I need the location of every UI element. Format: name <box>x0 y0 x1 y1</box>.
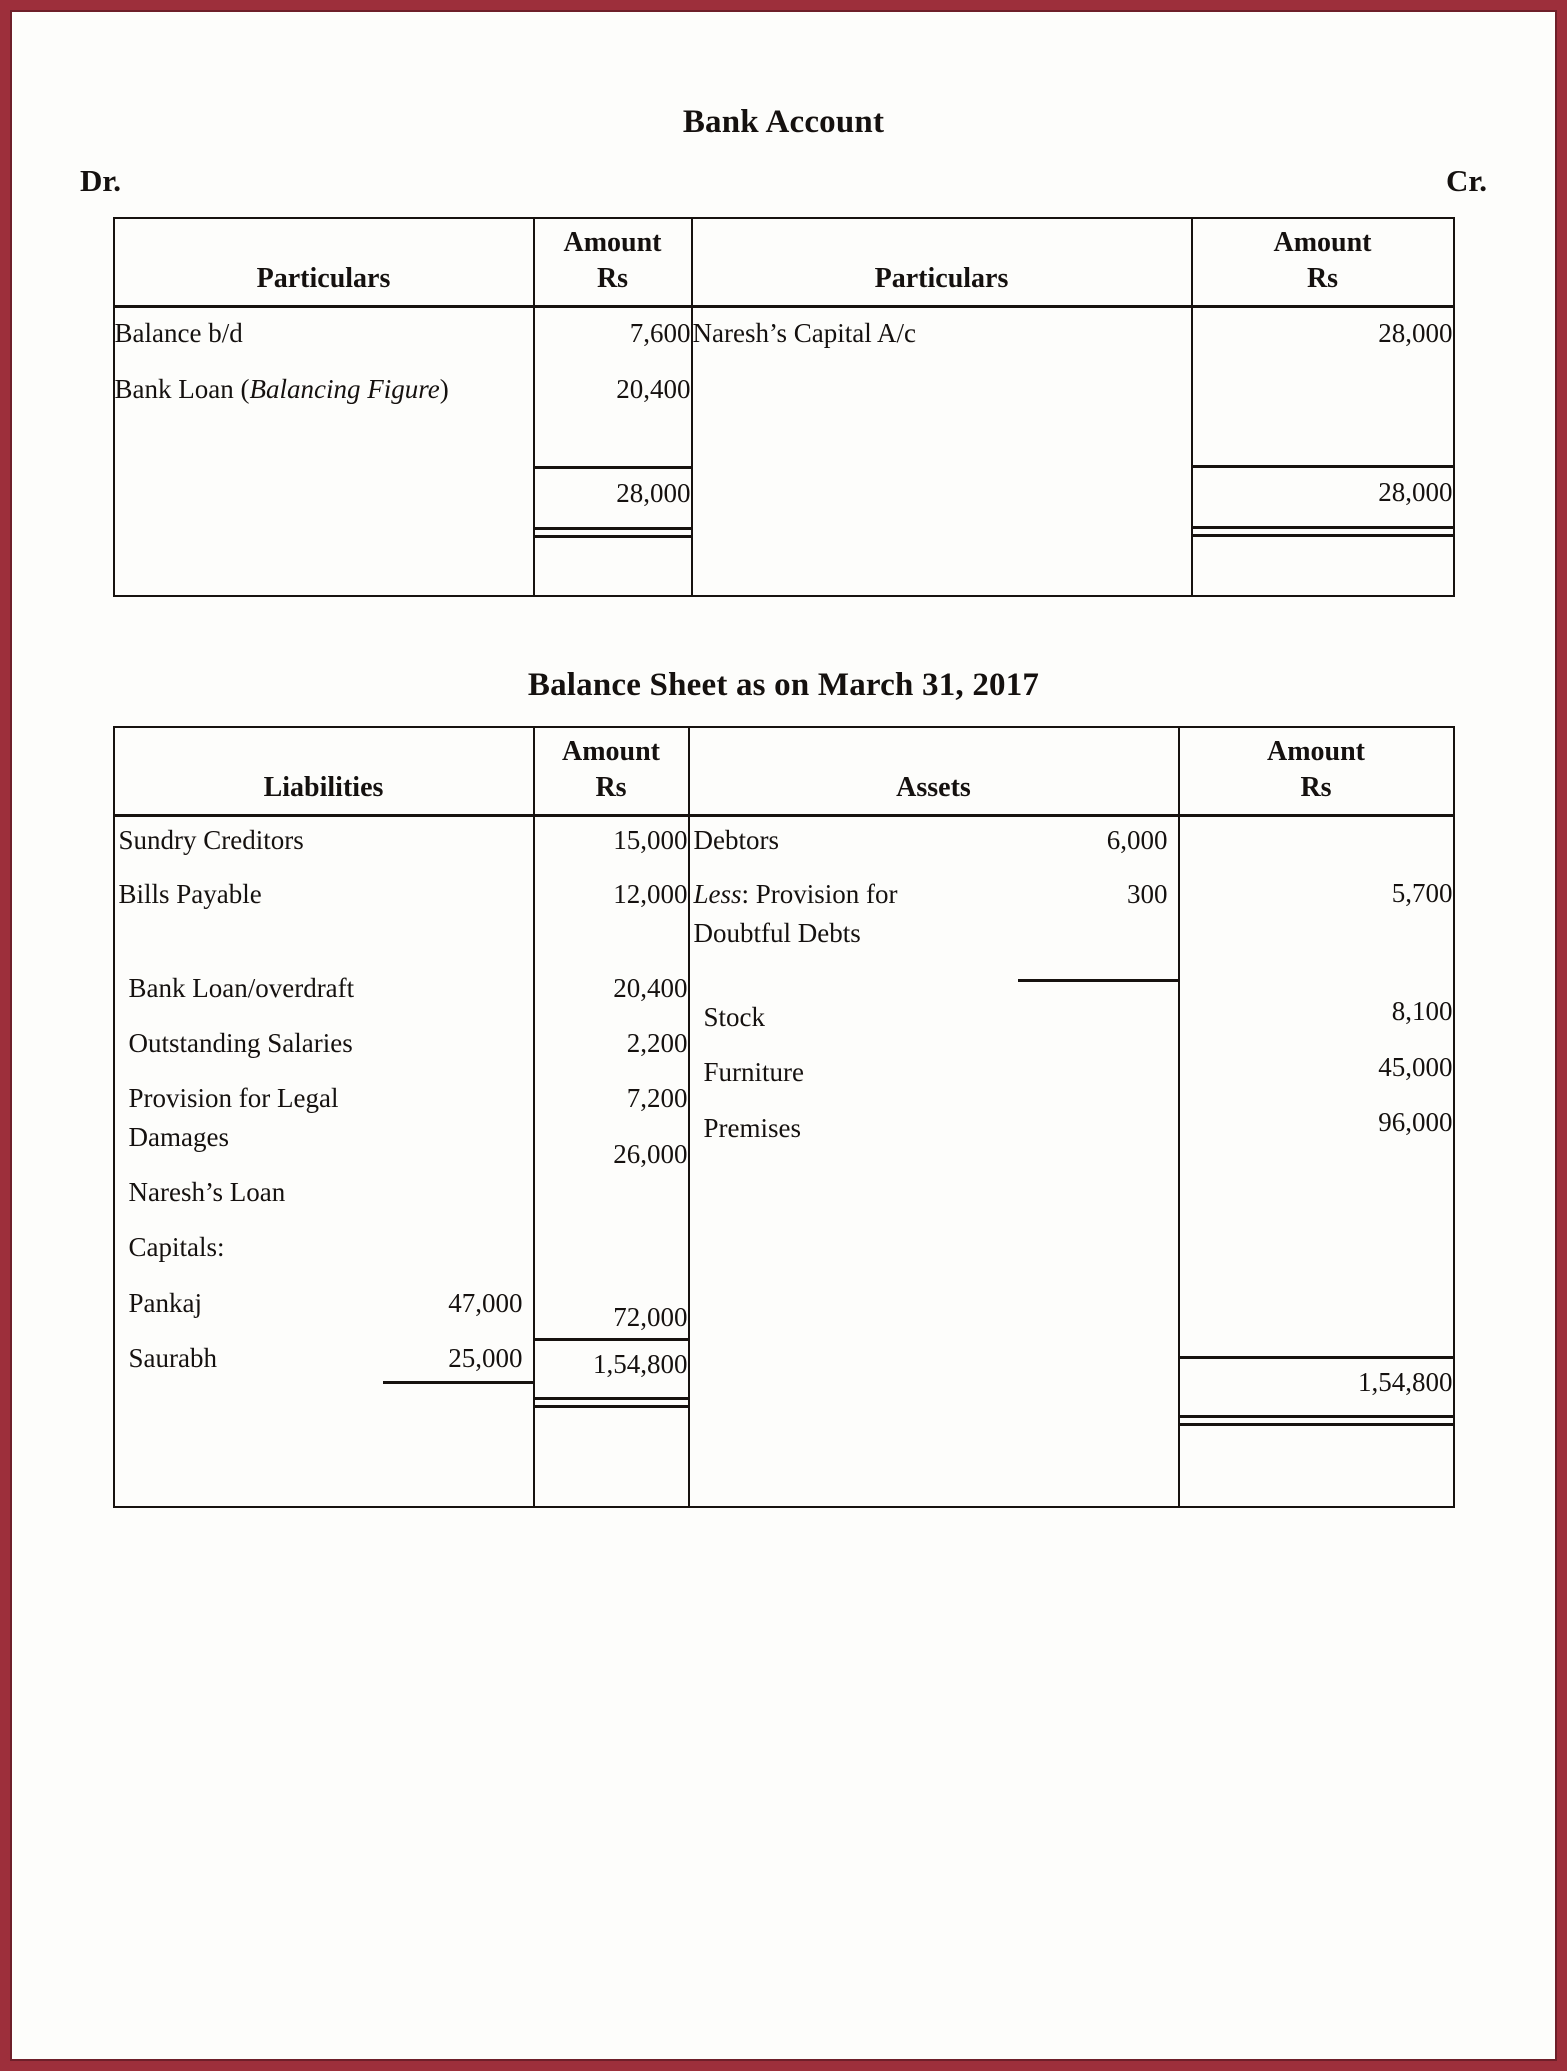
liab-amount-pankaj <box>535 1244 688 1281</box>
bank-account-table <box>113 217 1455 597</box>
balance-sheet-body-row <box>114 815 1454 1507</box>
assets-grand-total: 1,54,800 <box>1358 1367 1453 1398</box>
liab-amount-sundry-creditors: 15,000 <box>613 824 688 855</box>
liabilities-amount-column <box>534 815 689 1507</box>
liab-amount-capitals-heading <box>535 1190 688 1227</box>
liabilities-total-double-rule <box>535 1397 688 1408</box>
assets-column <box>689 815 1179 1507</box>
row-amount-bank-loan: 20,400 <box>616 373 691 404</box>
less-italic-label: Less <box>693 879 742 910</box>
asset-amount-doubtful-debts <box>1180 912 1453 949</box>
debit-side-label: Dr. <box>80 163 122 198</box>
debit-total-amount: 28,000 <box>616 478 691 509</box>
header-assets: Assets <box>689 727 1179 815</box>
liab-row-naresh-loan: Naresh’s Loan <box>128 1176 286 1207</box>
liab-row-pankaj: Pankaj 47,000 <box>128 1287 523 1318</box>
liab-row-bank-loan-overdraft: Bank Loan/overdraft <box>128 972 355 1003</box>
asset-row-doubtful-debts: Doubtful Debts <box>693 917 861 948</box>
liab-amount-capitals-total: 72,000 <box>613 1301 688 1332</box>
bank-account-drcr-row <box>42 163 1525 199</box>
credit-side-label: Cr. <box>1445 163 1487 198</box>
assets-total-double-rule <box>1180 1415 1453 1426</box>
header-amount-assets: Amount Rs <box>1179 727 1454 815</box>
header-liabilities: Liabilities <box>114 727 534 815</box>
document-sheet <box>10 10 1557 2061</box>
debtors-subtotal-rule <box>1018 979 1178 982</box>
bank-account-body-row <box>114 306 1454 596</box>
asset-amount-debtors <box>1180 817 1453 858</box>
bank-account-title: Bank Account <box>682 104 885 140</box>
header-particulars-credit: Particulars <box>692 218 1192 306</box>
balance-sheet-table <box>113 726 1455 1508</box>
row-label-naresh-capital: Naresh’s Capital A/c <box>692 317 916 348</box>
asset-row-less-provision: Less: Provision for 300 <box>693 879 1168 910</box>
liabilities-column <box>114 815 534 1507</box>
asset-amount-stock: 8,100 <box>1391 996 1453 1027</box>
row-label-balance-bd: Balance b/d <box>114 317 243 348</box>
header-particulars-debit: Particulars <box>114 218 534 306</box>
row-amount-naresh-capital: 28,000 <box>1378 317 1453 348</box>
bank-account-header-row <box>114 218 1454 306</box>
debit-amount-column <box>534 306 692 596</box>
asset-amount-debtors-net: 5,700 <box>1391 877 1453 908</box>
balancing-figure-italic: Balancing Figure <box>249 373 440 404</box>
liab-amount-provision-legal-damages: 7,200 <box>626 1083 688 1114</box>
credit-amount-column <box>1192 306 1454 596</box>
liabilities-grand-total: 1,54,800 <box>593 1349 688 1380</box>
header-amount-credit: Amount Rs <box>1192 218 1454 306</box>
row-label-bank-loan: Bank Loan (Balancing Figure) <box>114 373 449 404</box>
liab-row-capitals-heading: Capitals: <box>128 1232 225 1263</box>
liab-amount-outstanding-salaries: 2,200 <box>626 1027 688 1058</box>
liab-row-sundry-creditors: Sundry Creditors <box>118 824 304 855</box>
credit-total-double-rule <box>1193 526 1453 537</box>
header-amount-liabilities: Amount Rs <box>534 727 689 815</box>
liab-row-bills-payable: Bills Payable <box>118 879 262 910</box>
document-content <box>12 12 1555 2059</box>
debit-particulars-column <box>114 306 534 596</box>
debit-total-double-rule <box>535 527 691 538</box>
asset-row-furniture: Furniture <box>703 1057 804 1088</box>
asset-amount-premises: 96,000 <box>1378 1106 1453 1137</box>
capitals-subtotal-rule <box>383 1381 533 1384</box>
assets-amount-column <box>1179 815 1454 1507</box>
asset-row-premises: Premises <box>703 1112 801 1143</box>
header-amount-debit: Amount Rs <box>534 218 692 306</box>
asset-row-debtors: Debtors 6,000 <box>693 824 1168 855</box>
liab-amount-naresh-loan: 26,000 <box>613 1138 688 1169</box>
liab-row-saurabh: Saurabh 25,000 <box>128 1342 523 1373</box>
credit-total-amount: 28,000 <box>1378 476 1453 507</box>
liab-amount-bank-loan-overdraft: 20,400 <box>613 972 688 1003</box>
liab-row-provision-legal-damages: Provision for Legal Damages <box>128 1083 339 1152</box>
balance-sheet-header-row <box>114 727 1454 815</box>
liab-amount-bills-payable: 12,000 <box>613 879 688 910</box>
credit-particulars-column <box>692 306 1192 596</box>
balance-sheet-title: Balance Sheet as on March 31, 2017 <box>527 667 1040 704</box>
liab-row-outstanding-salaries: Outstanding Salaries <box>128 1027 353 1058</box>
asset-amount-furniture: 45,000 <box>1378 1051 1453 1082</box>
asset-row-stock: Stock <box>703 1001 766 1032</box>
row-amount-balance-bd: 7,600 <box>629 317 691 348</box>
